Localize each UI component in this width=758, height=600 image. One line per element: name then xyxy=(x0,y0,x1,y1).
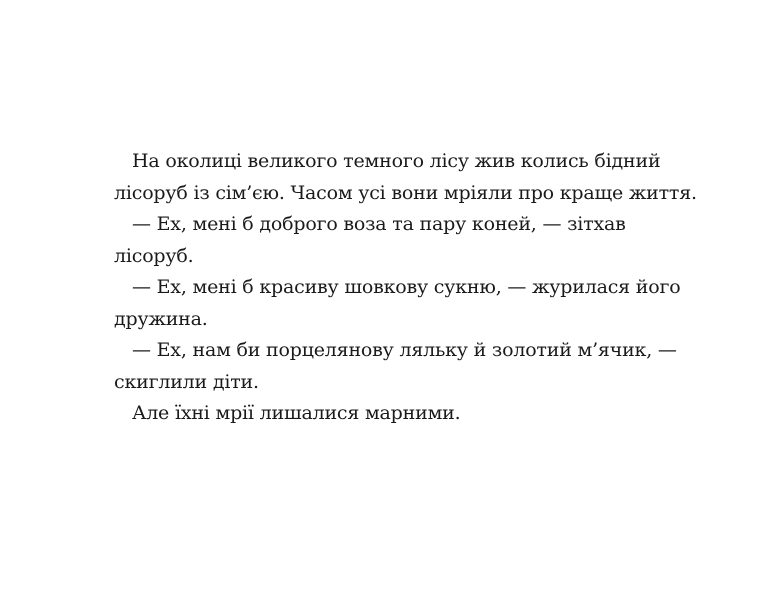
dialogue-wife-line-2: дружина. xyxy=(114,307,208,330)
dialogue-wife-line-1: — Ех, мені б красиву шовкову сукню, — журилася його xyxy=(132,276,681,298)
dialogue-woodcutter-line-2: лісоруб. xyxy=(114,244,194,267)
dialogue-children-line-1: — Ех, нам би порцелянову ляльку й золотий м’ячик, — xyxy=(132,339,677,361)
paragraph-1-line-2: лісоруб із сім’єю. Часом усі вони мріяли про краще життя. xyxy=(114,181,697,204)
dialogue-woodcutter-line-1: — Ех, мені б доброго воза та пару коней, — зітхав xyxy=(132,213,626,235)
closing-paragraph: Але їхні мрії лишалися марними. xyxy=(132,402,461,424)
paragraph-1-line-1: На околиці великого темного лісу жив колись бідний xyxy=(132,150,661,172)
story-text xyxy=(114,146,697,430)
dialogue-children-line-2: скиглили діти. xyxy=(114,370,259,393)
